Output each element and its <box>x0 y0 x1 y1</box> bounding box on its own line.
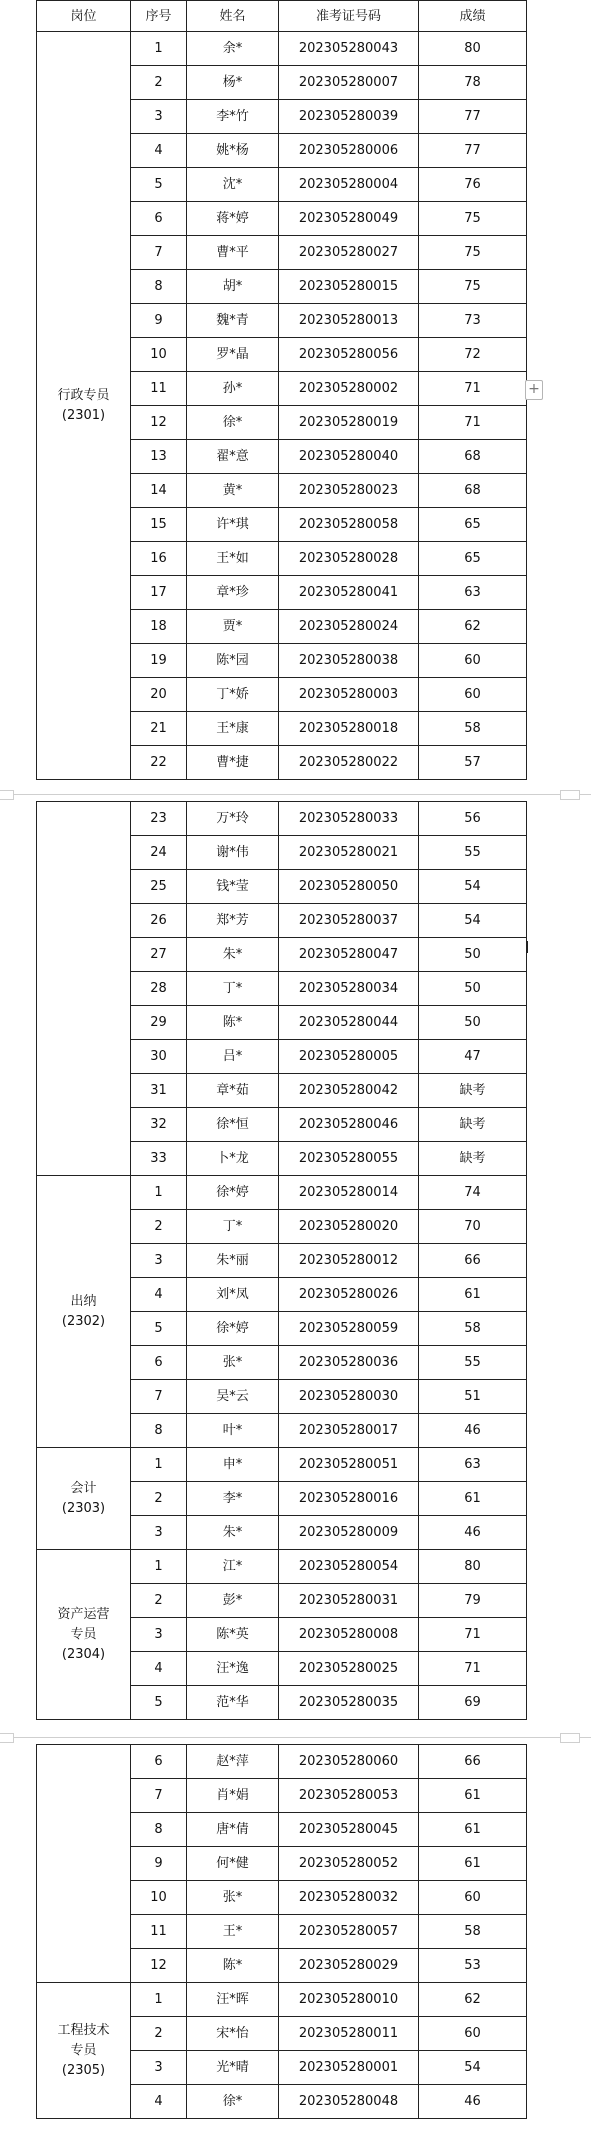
exam-id-cell: 202305280031 <box>279 1584 419 1618</box>
seq-cell: 31 <box>131 1074 187 1108</box>
position-label-line: 专员 <box>70 2042 97 2058</box>
exam-id-cell: 202305280059 <box>279 1312 419 1346</box>
position-cell <box>37 1448 131 1550</box>
score-cell: 58 <box>419 1312 527 1346</box>
name-cell: 王*如 <box>187 542 279 576</box>
exam-id-cell: 202305280047 <box>279 938 419 972</box>
exam-id-cell: 202305280001 <box>279 2051 419 2085</box>
name-cell: 刘*凤 <box>187 1278 279 1312</box>
exam-id-cell: 202305280049 <box>279 202 419 236</box>
seq-cell: 9 <box>131 1847 187 1881</box>
header-name: 姓名 <box>187 1 279 32</box>
exam-id-cell: 202305280040 <box>279 440 419 474</box>
exam-id-cell: 202305280015 <box>279 270 419 304</box>
score-cell: 47 <box>419 1040 527 1074</box>
text-cursor-mark <box>526 941 528 953</box>
score-cell: 58 <box>419 712 527 746</box>
exam-id-cell: 202305280042 <box>279 1074 419 1108</box>
exam-id-cell: 202305280009 <box>279 1516 419 1550</box>
seq-cell: 16 <box>131 542 187 576</box>
score-cell: 68 <box>419 440 527 474</box>
seq-cell: 21 <box>131 712 187 746</box>
name-cell: 朱* <box>187 1516 279 1550</box>
seq-cell: 5 <box>131 1312 187 1346</box>
name-cell: 肖*娟 <box>187 1779 279 1813</box>
name-cell: 光*晴 <box>187 2051 279 2085</box>
name-cell: 沈* <box>187 168 279 202</box>
seq-cell: 14 <box>131 474 187 508</box>
name-cell: 罗*晶 <box>187 338 279 372</box>
header-score: 成绩 <box>419 1 527 32</box>
score-cell: 缺考 <box>419 1074 527 1108</box>
score-cell: 79 <box>419 1584 527 1618</box>
name-cell: 吕* <box>187 1040 279 1074</box>
score-cell: 55 <box>419 836 527 870</box>
exam-id-cell: 202305280004 <box>279 168 419 202</box>
score-cell: 62 <box>419 610 527 644</box>
exam-id-cell: 202305280060 <box>279 1745 419 1779</box>
seq-cell: 5 <box>131 1686 187 1720</box>
score-cell: 75 <box>419 236 527 270</box>
exam-id-cell: 202305280027 <box>279 236 419 270</box>
table-header-row <box>37 1 527 32</box>
exam-id-cell: 202305280007 <box>279 66 419 100</box>
name-cell: 李*竹 <box>187 100 279 134</box>
seq-cell: 11 <box>131 1915 187 1949</box>
position-label-line: (2305) <box>61 2062 106 2078</box>
exam-id-cell: 202305280033 <box>279 802 419 836</box>
name-cell: 丁* <box>187 972 279 1006</box>
seq-cell: 13 <box>131 440 187 474</box>
name-cell: 何*健 <box>187 1847 279 1881</box>
score-cell: 46 <box>419 1516 527 1550</box>
table-row <box>37 32 527 66</box>
seq-cell: 29 <box>131 1006 187 1040</box>
name-cell: 翟*意 <box>187 440 279 474</box>
exam-id-cell: 202305280023 <box>279 474 419 508</box>
exam-id-cell: 202305280030 <box>279 1380 419 1414</box>
seq-cell: 22 <box>131 746 187 780</box>
seq-cell: 1 <box>131 1448 187 1482</box>
page-break <box>0 789 591 799</box>
exam-id-cell: 202305280039 <box>279 100 419 134</box>
table-row <box>37 1176 527 1210</box>
seq-cell: 6 <box>131 202 187 236</box>
seq-cell: 5 <box>131 168 187 202</box>
exam-id-cell: 202305280010 <box>279 1983 419 2017</box>
score-table-page-1 <box>36 0 527 780</box>
score-cell: 72 <box>419 338 527 372</box>
score-cell: 50 <box>419 1006 527 1040</box>
score-cell: 71 <box>419 1652 527 1686</box>
exam-id-cell: 202305280008 <box>279 1618 419 1652</box>
score-cell: 73 <box>419 304 527 338</box>
score-cell: 46 <box>419 1414 527 1448</box>
exam-id-cell: 202305280037 <box>279 904 419 938</box>
name-cell: 唐*倩 <box>187 1813 279 1847</box>
position-label-line: 出纳 <box>70 1293 97 1309</box>
exam-id-cell: 202305280038 <box>279 644 419 678</box>
seq-cell: 28 <box>131 972 187 1006</box>
seq-cell: 2 <box>131 66 187 100</box>
score-cell: 50 <box>419 938 527 972</box>
score-cell: 66 <box>419 1745 527 1779</box>
exam-id-cell: 202305280051 <box>279 1448 419 1482</box>
name-cell: 叶* <box>187 1414 279 1448</box>
name-cell: 姚*杨 <box>187 134 279 168</box>
exam-id-cell: 202305280056 <box>279 338 419 372</box>
score-cell: 55 <box>419 1346 527 1380</box>
score-cell: 77 <box>419 134 527 168</box>
exam-id-cell: 202305280018 <box>279 712 419 746</box>
seq-cell: 4 <box>131 2085 187 2119</box>
seq-cell: 7 <box>131 236 187 270</box>
name-cell: 曹*捷 <box>187 746 279 780</box>
position-cell <box>37 1550 131 1720</box>
seq-cell: 33 <box>131 1142 187 1176</box>
position-label-line: 专员 <box>70 1626 97 1642</box>
expand-row-button[interactable]: + <box>525 380 543 400</box>
score-cell: 61 <box>419 1813 527 1847</box>
score-cell: 51 <box>419 1380 527 1414</box>
name-cell: 黄* <box>187 474 279 508</box>
name-cell: 谢*伟 <box>187 836 279 870</box>
seq-cell: 1 <box>131 1550 187 1584</box>
name-cell: 赵*萍 <box>187 1745 279 1779</box>
seq-cell: 25 <box>131 870 187 904</box>
name-cell: 申* <box>187 1448 279 1482</box>
header-exam-id: 准考证号码 <box>279 1 419 32</box>
exam-id-cell: 202305280016 <box>279 1482 419 1516</box>
name-cell: 陈* <box>187 1949 279 1983</box>
name-cell: 丁* <box>187 1210 279 1244</box>
exam-id-cell: 202305280028 <box>279 542 419 576</box>
score-cell: 71 <box>419 406 527 440</box>
name-cell: 王*康 <box>187 712 279 746</box>
table-row <box>37 1745 527 1779</box>
name-cell: 陈*英 <box>187 1618 279 1652</box>
position-cell <box>37 1983 131 2119</box>
seq-cell: 12 <box>131 406 187 440</box>
score-cell: 缺考 <box>419 1108 527 1142</box>
score-table-page-3 <box>36 1744 527 2119</box>
score-cell: 66 <box>419 1244 527 1278</box>
seq-cell: 30 <box>131 1040 187 1074</box>
name-cell: 张* <box>187 1346 279 1380</box>
seq-cell: 11 <box>131 372 187 406</box>
seq-cell: 2 <box>131 1584 187 1618</box>
name-cell: 陈*园 <box>187 644 279 678</box>
exam-id-cell: 202305280048 <box>279 2085 419 2119</box>
seq-cell: 3 <box>131 1244 187 1278</box>
seq-cell: 1 <box>131 1176 187 1210</box>
exam-id-cell: 202305280032 <box>279 1881 419 1915</box>
name-cell: 朱*丽 <box>187 1244 279 1278</box>
name-cell: 蒋*婷 <box>187 202 279 236</box>
position-label-line: (2303) <box>61 1500 106 1516</box>
seq-cell: 1 <box>131 1983 187 2017</box>
name-cell: 杨* <box>187 66 279 100</box>
seq-cell: 17 <box>131 576 187 610</box>
name-cell: 郑*芳 <box>187 904 279 938</box>
name-cell: 范*华 <box>187 1686 279 1720</box>
score-cell: 58 <box>419 1915 527 1949</box>
seq-cell: 15 <box>131 508 187 542</box>
score-table-page-2 <box>36 801 527 1720</box>
exam-id-cell: 202305280050 <box>279 870 419 904</box>
score-cell: 缺考 <box>419 1142 527 1176</box>
name-cell: 许*琪 <box>187 508 279 542</box>
exam-id-cell: 202305280022 <box>279 746 419 780</box>
name-cell: 孙* <box>187 372 279 406</box>
score-cell: 63 <box>419 1448 527 1482</box>
score-cell: 61 <box>419 1847 527 1881</box>
seq-cell: 26 <box>131 904 187 938</box>
seq-cell: 4 <box>131 134 187 168</box>
seq-cell: 8 <box>131 1414 187 1448</box>
page-break <box>0 1732 591 1742</box>
exam-id-cell: 202305280052 <box>279 1847 419 1881</box>
score-cell: 50 <box>419 972 527 1006</box>
seq-cell: 10 <box>131 338 187 372</box>
seq-cell: 6 <box>131 1346 187 1380</box>
score-cell: 75 <box>419 270 527 304</box>
seq-cell: 32 <box>131 1108 187 1142</box>
seq-cell: 20 <box>131 678 187 712</box>
exam-id-cell: 202305280003 <box>279 678 419 712</box>
name-cell: 章*珍 <box>187 576 279 610</box>
name-cell: 贾* <box>187 610 279 644</box>
score-cell: 71 <box>419 1618 527 1652</box>
seq-cell: 7 <box>131 1380 187 1414</box>
score-cell: 75 <box>419 202 527 236</box>
name-cell: 徐*婷 <box>187 1176 279 1210</box>
name-cell: 朱* <box>187 938 279 972</box>
position-cell <box>37 32 131 780</box>
exam-id-cell: 202305280026 <box>279 1278 419 1312</box>
score-cell: 80 <box>419 1550 527 1584</box>
name-cell: 万*玲 <box>187 802 279 836</box>
exam-id-cell: 202305280034 <box>279 972 419 1006</box>
score-cell: 56 <box>419 802 527 836</box>
position-label-line: (2304) <box>61 1646 106 1662</box>
exam-id-cell: 202305280012 <box>279 1244 419 1278</box>
seq-cell: 3 <box>131 2051 187 2085</box>
score-cell: 54 <box>419 870 527 904</box>
name-cell: 江* <box>187 1550 279 1584</box>
seq-cell: 12 <box>131 1949 187 1983</box>
name-cell: 徐*恒 <box>187 1108 279 1142</box>
score-cell: 71 <box>419 372 527 406</box>
position-label-line: 资产运营 <box>57 1606 110 1622</box>
name-cell: 陈* <box>187 1006 279 1040</box>
name-cell: 卜*龙 <box>187 1142 279 1176</box>
name-cell: 张* <box>187 1881 279 1915</box>
score-cell: 54 <box>419 904 527 938</box>
score-cell: 53 <box>419 1949 527 1983</box>
exam-id-cell: 202305280021 <box>279 836 419 870</box>
seq-cell: 27 <box>131 938 187 972</box>
exam-id-cell: 202305280006 <box>279 134 419 168</box>
position-label-line: (2301) <box>61 407 106 423</box>
name-cell: 章*茹 <box>187 1074 279 1108</box>
seq-cell: 4 <box>131 1652 187 1686</box>
exam-id-cell: 202305280041 <box>279 576 419 610</box>
position-cell <box>37 802 131 1176</box>
score-cell: 76 <box>419 168 527 202</box>
score-cell: 62 <box>419 1983 527 2017</box>
name-cell: 胡* <box>187 270 279 304</box>
seq-cell: 9 <box>131 304 187 338</box>
exam-id-cell: 202305280013 <box>279 304 419 338</box>
score-cell: 54 <box>419 2051 527 2085</box>
name-cell: 吴*云 <box>187 1380 279 1414</box>
seq-cell: 24 <box>131 836 187 870</box>
seq-cell: 2 <box>131 1210 187 1244</box>
position-cell <box>37 1745 131 1983</box>
exam-id-cell: 202305280005 <box>279 1040 419 1074</box>
score-cell: 77 <box>419 100 527 134</box>
exam-id-cell: 202305280058 <box>279 508 419 542</box>
exam-id-cell: 202305280057 <box>279 1915 419 1949</box>
exam-id-cell: 202305280045 <box>279 1813 419 1847</box>
score-cell: 69 <box>419 1686 527 1720</box>
seq-cell: 6 <box>131 1745 187 1779</box>
exam-id-cell: 202305280055 <box>279 1142 419 1176</box>
seq-cell: 2 <box>131 2017 187 2051</box>
seq-cell: 3 <box>131 100 187 134</box>
seq-cell: 8 <box>131 270 187 304</box>
table-row <box>37 1448 527 1482</box>
exam-id-cell: 202305280035 <box>279 1686 419 1720</box>
name-cell: 宋*怡 <box>187 2017 279 2051</box>
score-cell: 61 <box>419 1482 527 1516</box>
score-cell: 70 <box>419 1210 527 1244</box>
position-label-line: 工程技术 <box>57 2022 110 2038</box>
seq-cell: 3 <box>131 1618 187 1652</box>
exam-id-cell: 202305280024 <box>279 610 419 644</box>
score-cell: 65 <box>419 508 527 542</box>
name-cell: 钱*莹 <box>187 870 279 904</box>
header-position: 岗位 <box>37 1 131 32</box>
exam-id-cell: 202305280053 <box>279 1779 419 1813</box>
seq-cell: 7 <box>131 1779 187 1813</box>
score-cell: 61 <box>419 1779 527 1813</box>
exam-id-cell: 202305280011 <box>279 2017 419 2051</box>
table-row <box>37 802 527 836</box>
score-cell: 74 <box>419 1176 527 1210</box>
name-cell: 李* <box>187 1482 279 1516</box>
seq-cell: 8 <box>131 1813 187 1847</box>
exam-id-cell: 202305280025 <box>279 1652 419 1686</box>
score-cell: 60 <box>419 644 527 678</box>
exam-id-cell: 202305280054 <box>279 1550 419 1584</box>
score-cell: 68 <box>419 474 527 508</box>
exam-id-cell: 202305280029 <box>279 1949 419 1983</box>
seq-cell: 18 <box>131 610 187 644</box>
seq-cell: 3 <box>131 1516 187 1550</box>
position-label-line: 行政专员 <box>57 387 110 403</box>
exam-id-cell: 202305280046 <box>279 1108 419 1142</box>
name-cell: 汪*晖 <box>187 1983 279 2017</box>
exam-id-cell: 202305280036 <box>279 1346 419 1380</box>
exam-id-cell: 202305280002 <box>279 372 419 406</box>
score-cell: 63 <box>419 576 527 610</box>
score-cell: 60 <box>419 678 527 712</box>
score-cell: 46 <box>419 2085 527 2119</box>
name-cell: 丁*娇 <box>187 678 279 712</box>
name-cell: 彭* <box>187 1584 279 1618</box>
score-cell: 61 <box>419 1278 527 1312</box>
table-row <box>37 1550 527 1584</box>
score-cell: 78 <box>419 66 527 100</box>
seq-cell: 1 <box>131 32 187 66</box>
exam-id-cell: 202305280014 <box>279 1176 419 1210</box>
exam-id-cell: 202305280019 <box>279 406 419 440</box>
name-cell: 余* <box>187 32 279 66</box>
name-cell: 汪*逸 <box>187 1652 279 1686</box>
exam-id-cell: 202305280020 <box>279 1210 419 1244</box>
seq-cell: 10 <box>131 1881 187 1915</box>
position-cell <box>37 1176 131 1448</box>
score-cell: 60 <box>419 1881 527 1915</box>
seq-cell: 19 <box>131 644 187 678</box>
position-label-line: 会计 <box>70 1480 97 1496</box>
seq-cell: 4 <box>131 1278 187 1312</box>
name-cell: 王* <box>187 1915 279 1949</box>
score-cell: 65 <box>419 542 527 576</box>
name-cell: 徐* <box>187 406 279 440</box>
position-label-line: (2302) <box>61 1313 106 1329</box>
exam-id-cell: 202305280043 <box>279 32 419 66</box>
score-cell: 80 <box>419 32 527 66</box>
name-cell: 徐*婷 <box>187 1312 279 1346</box>
table-row <box>37 1983 527 2017</box>
header-seq: 序号 <box>131 1 187 32</box>
exam-id-cell: 202305280017 <box>279 1414 419 1448</box>
score-cell: 60 <box>419 2017 527 2051</box>
name-cell: 魏*青 <box>187 304 279 338</box>
score-cell: 57 <box>419 746 527 780</box>
seq-cell: 2 <box>131 1482 187 1516</box>
seq-cell: 23 <box>131 802 187 836</box>
exam-id-cell: 202305280044 <box>279 1006 419 1040</box>
name-cell: 徐* <box>187 2085 279 2119</box>
name-cell: 曹*平 <box>187 236 279 270</box>
